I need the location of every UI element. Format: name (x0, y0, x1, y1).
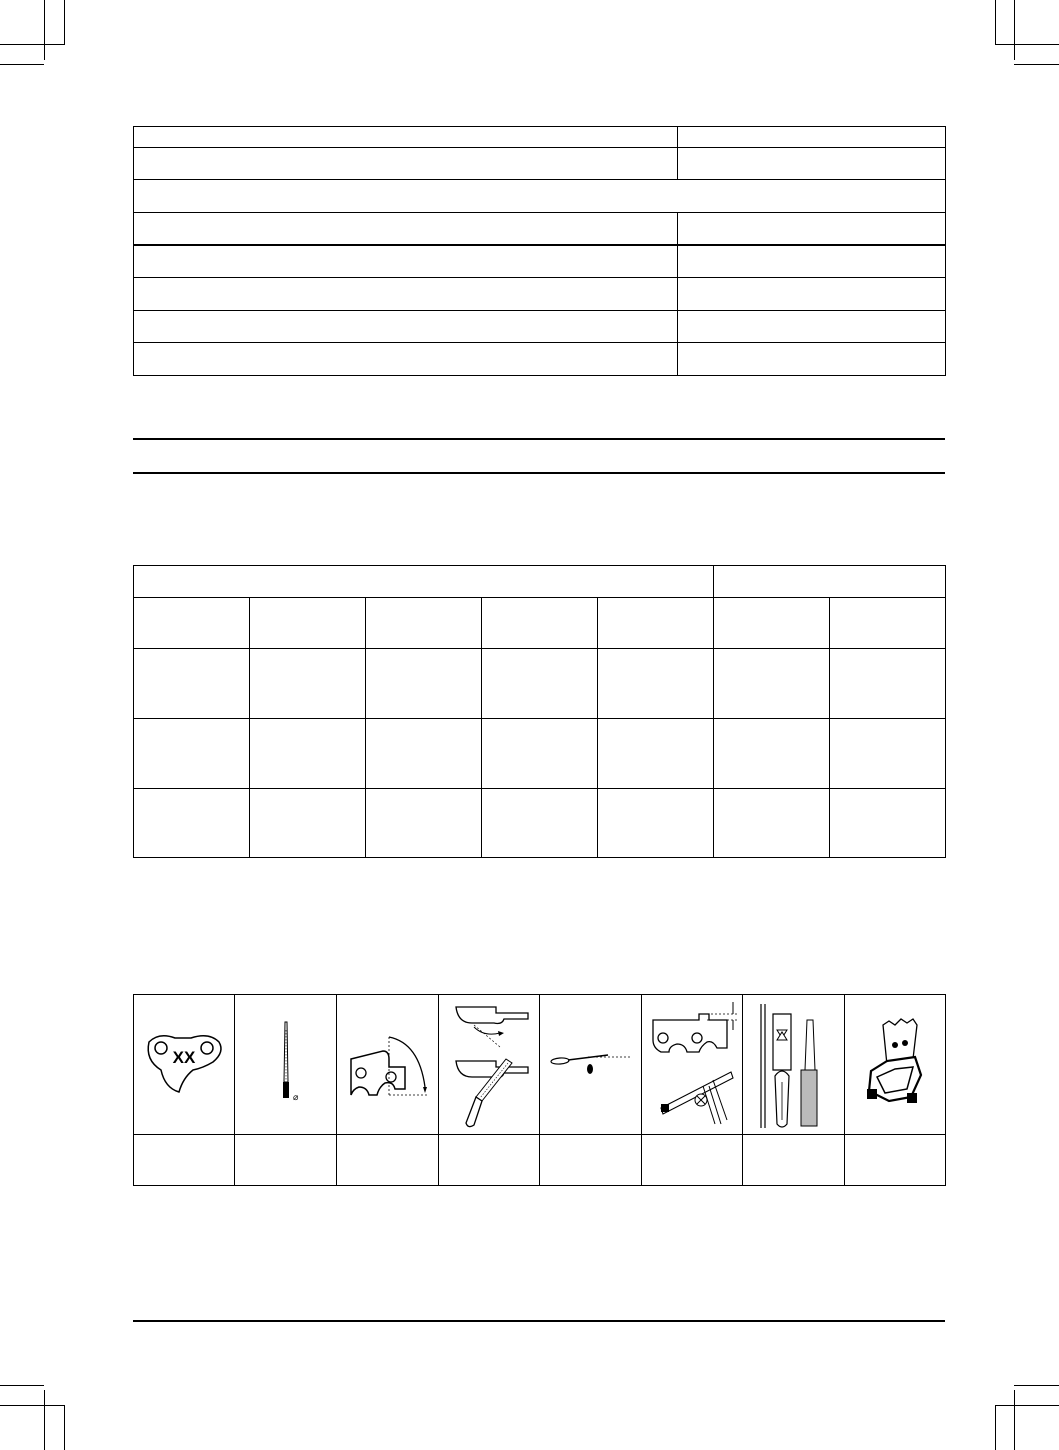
depth-gauge-tool-icon (845, 995, 946, 1135)
table-row (134, 1135, 946, 1186)
table-row (134, 719, 946, 789)
file-angle-icon (337, 995, 439, 1135)
table-row (134, 566, 946, 598)
tool-icon-table (133, 994, 946, 1186)
filing-angle-icon (439, 995, 540, 1135)
round-file-icon (235, 995, 337, 1135)
section-heading-rule-top (133, 438, 945, 440)
table-row (134, 598, 946, 649)
chain-table (133, 565, 946, 858)
table-row (134, 245, 946, 278)
table-row (134, 180, 946, 213)
table-row (134, 278, 946, 311)
file-set-icon (743, 995, 845, 1135)
table-row (134, 127, 946, 148)
svg-text:⌀: ⌀ (292, 1091, 298, 1102)
spec-table (133, 126, 946, 376)
depth-gauge-setting-icon (642, 995, 743, 1135)
file-guide-icon (540, 995, 642, 1135)
depth-gauge-marking-icon (134, 995, 235, 1135)
table-row (134, 649, 946, 719)
svg-text:XX: XX (172, 1047, 196, 1067)
table-row (134, 343, 946, 376)
table-row (134, 995, 946, 1135)
table-row (134, 148, 946, 180)
table-row (134, 213, 946, 245)
table-row (134, 311, 946, 343)
footer-rule (133, 1320, 945, 1322)
section-heading-rule-bottom (133, 472, 945, 474)
table-row (134, 789, 946, 858)
